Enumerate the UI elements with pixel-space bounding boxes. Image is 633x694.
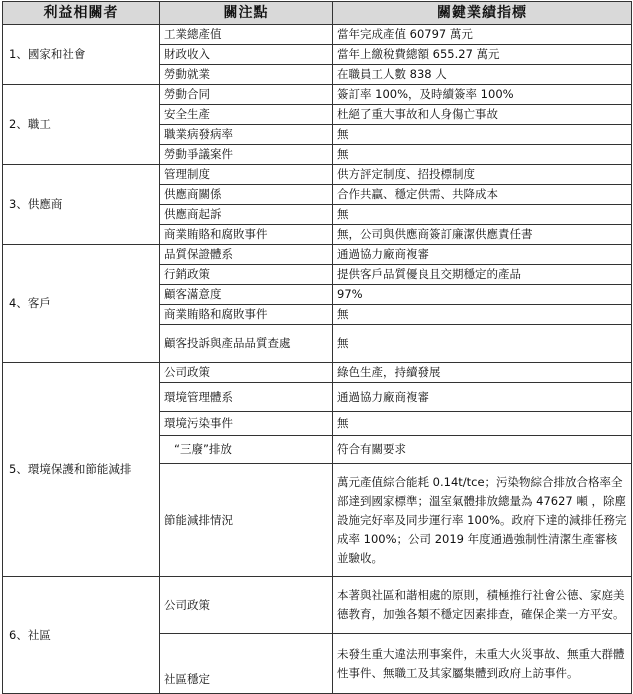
header-kpi: 關鍵業績指標 [333,2,632,25]
stakeholder-cell: 1、國家和社會 [3,25,160,85]
stakeholder-cell: 4、客戶 [3,245,160,363]
kpi-cell: 通過協力廠商複審 [333,383,632,412]
kpi-cell: 合作共贏、穩定供需、共降成本 [333,185,632,205]
kpi-cell: 無 [333,412,632,436]
focus-cell: 職業病發病率 [160,125,333,145]
stakeholder-cell: 5、環境保護和節能減排 [3,363,160,577]
focus-cell: 供應商關係 [160,185,333,205]
focus-cell: 勞動合同 [160,85,333,105]
header-focus: 關注點 [160,2,333,25]
header-stakeholder: 利益相關者 [3,2,160,25]
focus-cell: 商業賄賂和腐敗事件 [160,225,333,245]
kpi-cell: 無 [333,305,632,325]
focus-cell: 勞動爭議案件 [160,145,333,165]
focus-cell: 顧客投訴與產品品質查處 [160,325,333,363]
focus-cell: 顧客滿意度 [160,285,333,305]
focus-cell: 社區穩定 [160,634,333,694]
focus-cell: “三廢”排放 [160,436,333,464]
stakeholder-cell: 2、職工 [3,85,160,165]
focus-cell: 行銷政策 [160,265,333,285]
kpi-cell: 通過協力廠商複審 [333,245,632,265]
kpi-cell: 本著與社區和諧相處的原則，積極推行社會公德、家庭美德教育，加強各類不穩定因素排查，確保企業一方平安。 [333,577,632,634]
focus-cell: 公司政策 [160,577,333,634]
kpi-cell: 無 [333,325,632,363]
focus-cell: 環境污染事件 [160,412,333,436]
focus-cell: 管理制度 [160,165,333,185]
stakeholder-cell: 6、社區 [3,577,160,694]
focus-cell: 安全生產 [160,105,333,125]
table-row [3,25,632,45]
kpi-cell: 無 [333,145,632,165]
focus-cell: 工業總產值 [160,25,333,45]
kpi-cell: 無 [333,125,632,145]
kpi-cell: 供方評定制度、招投標制度 [333,165,632,185]
focus-cell: 勞動就業 [160,65,333,85]
kpi-cell: 無 [333,205,632,225]
table-row [3,577,632,634]
focus-cell: 節能減排情況 [160,464,333,577]
kpi-cell: 綠色生產，持續發展 [333,363,632,383]
focus-cell: 公司政策 [160,363,333,383]
kpi-cell: 97% [333,285,632,305]
kpi-cell: 未發生重大違法刑事案件，未重大火災事故、無重大群體性事件、無職工及其家屬集體到政府上訪事件。 [333,634,632,694]
kpi-cell: 無，公司與供應商簽訂廉潔供應責任書 [333,225,632,245]
kpi-cell: 符合有關要求 [333,436,632,464]
kpi-cell: 萬元產值綜合能耗 0.14t/tce；污染物綜合排放合格率全部達到國家標準；溫室氣體排放總量為 47627 噸 ，除塵設施完好率及同步運行率 100%。政府下達的減排任務完成率 100%；公司 2019 年度通過強制性清潔生產審核並驗收。 [333,464,632,577]
kpi-cell: 在職員工人數 838 人 [333,65,632,85]
focus-cell: 財政收入 [160,45,333,65]
table-row [3,165,632,185]
table-row [3,245,632,265]
kpi-cell: 杜絕了重大事故和人身傷亡事故 [333,105,632,125]
table-row [3,85,632,105]
focus-cell: 供應商起訴 [160,205,333,225]
kpi-cell: 提供客戶品質優良且交期穩定的產品 [333,265,632,285]
focus-cell: 環境管理體系 [160,383,333,412]
kpi-cell: 當年完成產值 60797 萬元 [333,25,632,45]
kpi-table [2,1,632,694]
kpi-cell: 簽訂率 100%，及時續簽率 100% [333,85,632,105]
table-row [3,363,632,383]
header-row [3,2,632,25]
stakeholder-cell: 3、供應商 [3,165,160,245]
focus-cell: 商業賄賂和腐敗事件 [160,305,333,325]
focus-cell: 品質保證體系 [160,245,333,265]
kpi-cell: 當年上繳稅費總額 655.27 萬元 [333,45,632,65]
